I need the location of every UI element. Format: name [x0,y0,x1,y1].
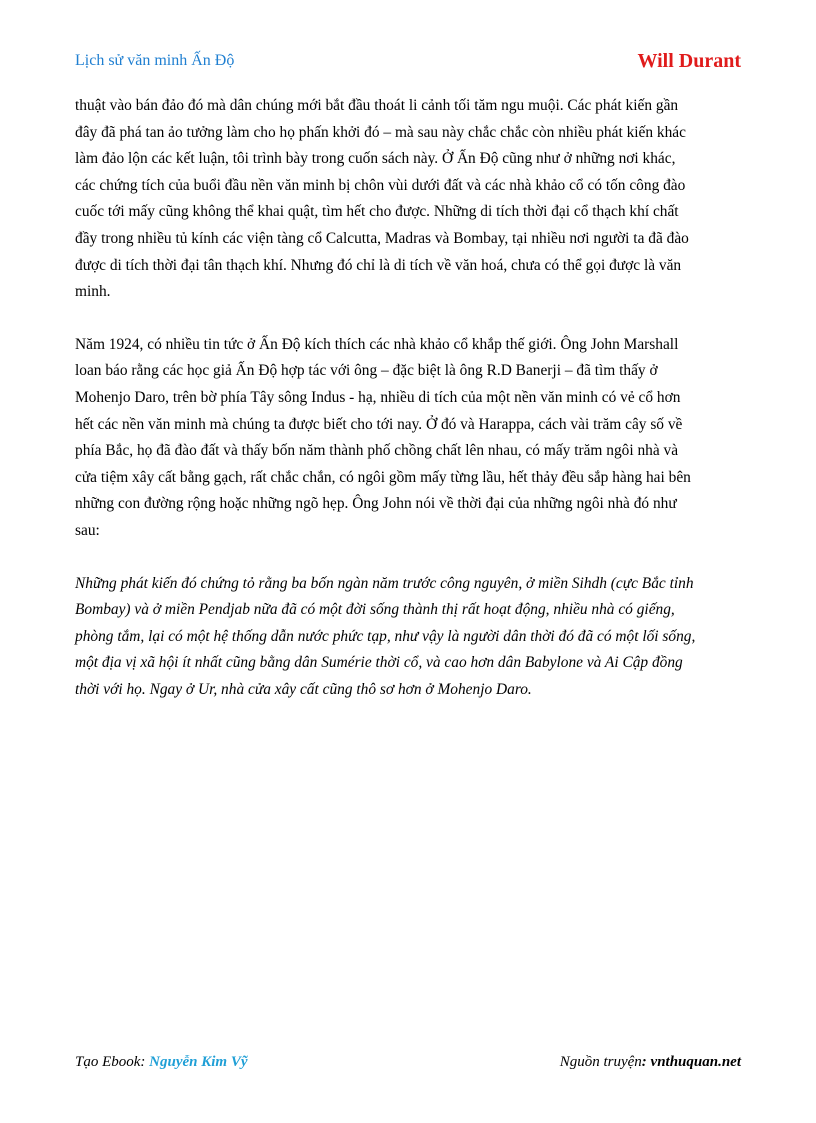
source-credit-separator: : [641,1054,651,1070]
ebook-credit-label: Tạo Ebook [75,1054,141,1070]
page-footer [75,1054,741,1078]
body-paragraph-1: thuật vào bán đảo đó mà dân chúng mới bắt đầu thoát li cảnh tối tăm ngu muội. Các phát kiến gần đây đã phá tan ảo tưởng làm cho họ phấn khởi đó – mà sau này chắc chắc còn nhiều phát kiến khác làm đảo lộn các kết luận, tôi trình bày trong cuốn sách này. Ở Ấn Độ cũng như ở những nơi khác, các chứng tích của buổi đầu nền văn minh bị chôn vùi dưới đất và các nhà khảo cổ có tốn công đào cuốc tới mấy cũng không thể khai quật, tìm hết cho được. Những di tích thời đại cổ thạch khí chất đầy trong nhiều tủ kính các viện tàng cổ Calcutta, Madras và Bombay, tại nhiều nơi người ta đã đào được di tích thời đại tân thạch khí. Nhưng đó chỉ là di tích về văn hoá, chưa có thể gọi được là văn minh. [75,97,689,301]
ebook-credit [75,1054,248,1071]
source-credit [560,1054,741,1071]
paragraph-spacer [75,306,741,332]
body-paragraph-2: Năm 1924, có nhiều tin tức ở Ấn Độ kích thích các nhà khảo cổ khắp thế giới. Ông John Marshall loan báo rằng các học giả Ấn Độ hợp tác với ông – đặc biệt là ông R.D Banerji – đã tìm thấy ở Mohenjo Daro, trên bờ phía Tây sông Indus - hạ, nhiều di tích của một nền văn minh có vẻ cổ hơn hết các nền văn minh mà chúng ta được biết cho tới nay. Ở đó và Harappa, cách vài trăm cây số về phía Bắc, họ đã đào đất và thấy bốn năm thành phố chồng chất lên nhau, có mấy trăm ngôi nhà và cửa tiệm xây cất bằng gạch, rất chắc chắn, có ngôi gồm mấy từng lầu, hết thảy đều sắp hàng hai bên những con đường rộng hoặc những ngõ hẹp. Ông John nói về thời đại của những ngôi nhà đó như sau: [75,335,691,539]
page-header [75,50,741,76]
book-title: Lịch sử văn minh Ấn Độ [75,52,235,69]
ebook-credit-separator: : [140,1054,150,1070]
page-content [75,93,741,703]
author-name: Will Durant [637,50,741,72]
paragraph-spacer [75,545,741,571]
source-credit-label: Nguồn truyện [559,1054,642,1070]
ebook-creator-name: Nguyễn Kim Vỹ [149,1054,248,1070]
quoted-paragraph: Những phát kiến đó chứng tỏ rằng ba bốn ngàn năm trước công nguyên, ở miền Sihdh (cực Bắc tỉnh Bombay) và ở miền Pendjab nữa đã có một đời sống thành thị rất hoạt động, nhiều nhà có giếng, phòng tắm, lại có một hệ thống dẫn nước phức tạp, như vậy là người dân thời đó đã có một lối sống, một địa vị xã hội ít nhất cũng bằng dân Sumérie thời cổ, và cao hơn dân Babylone và Ai Cập đồng thời với họ. Ngay ở Ur, nhà cửa xây cất cũng thô sơ hơn ở Mohenjo Daro. [75,574,696,698]
source-site: vnthuquan.net [650,1054,741,1070]
